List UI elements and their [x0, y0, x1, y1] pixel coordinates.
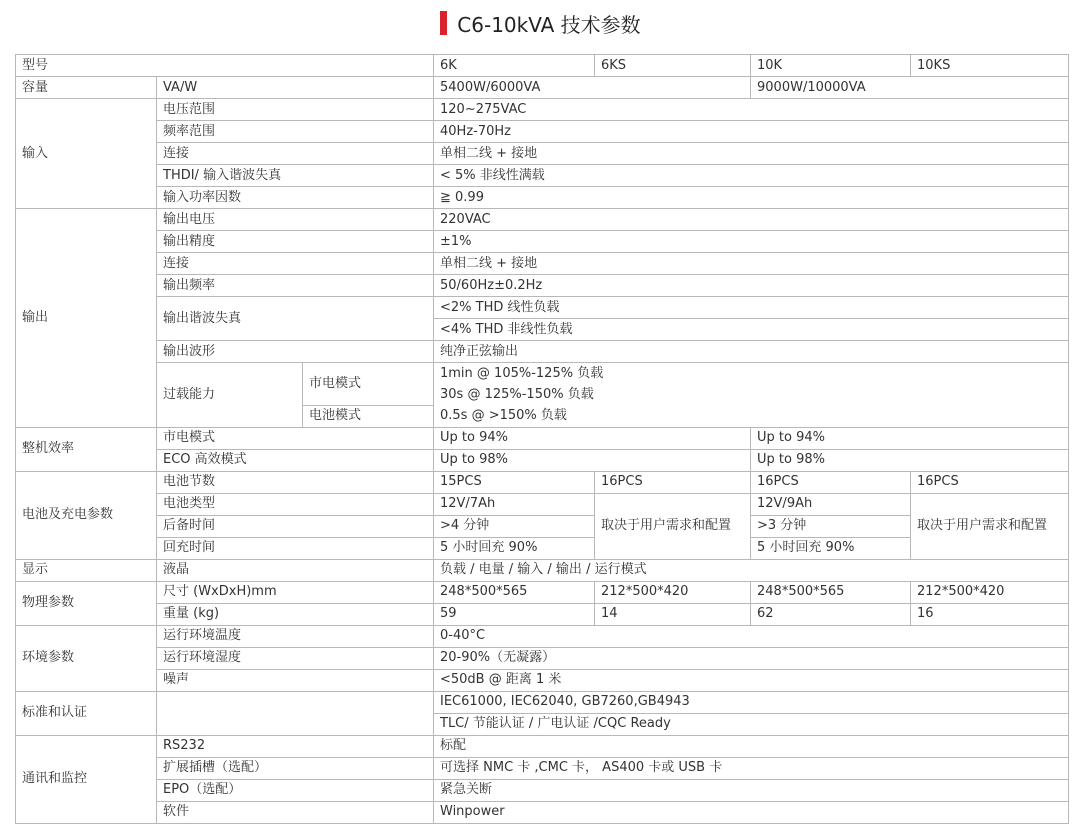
- table-row: [16, 143, 1069, 165]
- param-name: 输入功率因数: [157, 187, 434, 209]
- table-row: [16, 231, 1069, 253]
- param-name: 市电模式: [157, 427, 434, 449]
- empty-cell: [157, 691, 434, 735]
- title-accent-bar: [440, 11, 447, 35]
- param-name: ECO 高效模式: [157, 449, 434, 471]
- param-value: <50dB @ 距离 1 米: [434, 669, 1069, 691]
- display-label: 显示: [16, 559, 157, 581]
- param-value: 120~275VAC: [434, 99, 1069, 121]
- environment-label: 环境参数: [16, 625, 157, 691]
- table-row: [16, 603, 1069, 625]
- param-value: 212*500*420: [911, 581, 1069, 603]
- capacity-label: 容量: [16, 77, 157, 99]
- model-cell: 10K: [751, 55, 911, 77]
- title-area: [0, 8, 1081, 38]
- param-name: 扩展插槽（选配）: [157, 757, 434, 779]
- param-value: 单相二线 + 接地: [434, 253, 1069, 275]
- param-name: 软件: [157, 801, 434, 823]
- param-name: 电池节数: [157, 471, 434, 493]
- param-value: 12V/9Ah: [751, 493, 911, 515]
- param-name: 噪声: [157, 669, 434, 691]
- param-name: 重量 (kg): [157, 603, 434, 625]
- param-value: 5 小时回充 90%: [434, 537, 595, 559]
- param-value: Up to 94%: [751, 427, 1069, 449]
- param-value: 12V/7Ah: [434, 493, 595, 515]
- param-value: 20-90%（无凝露）: [434, 647, 1069, 669]
- param-value: <2% THD 线性负载: [434, 297, 1069, 319]
- param-value: < 5% 非线性满载: [434, 165, 1069, 187]
- param-name: 连接: [157, 143, 434, 165]
- param-name: 电压范围: [157, 99, 434, 121]
- table-row: [16, 757, 1069, 779]
- param-name: 输出频率: [157, 275, 434, 297]
- table-row: [16, 99, 1069, 121]
- param-name: 回充时间: [157, 537, 434, 559]
- param-value: 16PCS: [751, 471, 911, 493]
- param-value: 1min @ 105%-125% 负载: [434, 363, 1069, 385]
- param-value: 50/60Hz±0.2Hz: [434, 275, 1069, 297]
- param-name: 液晶: [157, 559, 434, 581]
- param-value: 紧急关断: [434, 779, 1069, 801]
- param-name: 运行环境湿度: [157, 647, 434, 669]
- param-value: 16PCS: [911, 471, 1069, 493]
- table-row: [16, 297, 1069, 319]
- page-title: C6-10kVA 技术参数: [457, 12, 641, 37]
- comm-label: 通讯和监控: [16, 735, 157, 823]
- param-value: >4 分钟: [434, 515, 595, 537]
- table-row: [16, 77, 1069, 99]
- param-name: 输出精度: [157, 231, 434, 253]
- param-value: 212*500*420: [595, 581, 751, 603]
- param-value: Winpower: [434, 801, 1069, 823]
- param-name: 输出波形: [157, 341, 434, 363]
- table-row: [16, 471, 1069, 493]
- param-name: 电池类型: [157, 493, 434, 515]
- param-value: Up to 94%: [434, 427, 751, 449]
- table-row: [16, 691, 1069, 713]
- model-label: 型号: [16, 55, 434, 77]
- param-value: ≧ 0.99: [434, 187, 1069, 209]
- model-cell: 6KS: [595, 55, 751, 77]
- table-row: [16, 581, 1069, 603]
- battery-label: 电池及充电参数: [16, 471, 157, 559]
- table-row: [16, 669, 1069, 691]
- table-row: [16, 121, 1069, 143]
- param-name: 频率范围: [157, 121, 434, 143]
- param-value: 单相二线 + 接地: [434, 143, 1069, 165]
- param-value: 取决于用户需求和配置: [911, 493, 1069, 559]
- table-row: [16, 209, 1069, 231]
- table-row: [16, 275, 1069, 297]
- param-value: 248*500*565: [751, 581, 911, 603]
- table-row: [16, 427, 1069, 449]
- mode-label: 电池模式: [303, 405, 434, 427]
- param-name: THDI/ 输入谐波失真: [157, 165, 434, 187]
- table-row: [16, 779, 1069, 801]
- param-value: 纯净正弦输出: [434, 341, 1069, 363]
- param-value: TLC/ 节能认证 / 广电认证 /CQC Ready: [434, 713, 1069, 735]
- param-value: ±1%: [434, 231, 1069, 253]
- table-row: [16, 187, 1069, 209]
- table-row: [16, 449, 1069, 471]
- model-cell: 6K: [434, 55, 595, 77]
- param-name: 尺寸 (WxDxH)mm: [157, 581, 434, 603]
- table-row: [16, 55, 1069, 77]
- param-value: 取决于用户需求和配置: [595, 493, 751, 559]
- param-name: EPO（选配）: [157, 779, 434, 801]
- table-row: [16, 341, 1069, 363]
- param-value: 0.5s @ >150% 负载: [434, 405, 1069, 427]
- param-name: 运行环境温度: [157, 625, 434, 647]
- param-value: 62: [751, 603, 911, 625]
- param-value: 248*500*565: [434, 581, 595, 603]
- model-cell: 10KS: [911, 55, 1069, 77]
- capacity-unit: VA/W: [157, 77, 434, 99]
- param-value: 5 小时回充 90%: [751, 537, 911, 559]
- table-row: [16, 363, 1069, 385]
- standards-label: 标准和认证: [16, 691, 157, 735]
- param-value: 负载 / 电量 / 输入 / 输出 / 运行模式: [434, 559, 1069, 581]
- table-row: [16, 647, 1069, 669]
- table-row: [16, 801, 1069, 823]
- param-value: 40Hz-70Hz: [434, 121, 1069, 143]
- capacity-value: 9000W/10000VA: [751, 77, 1069, 99]
- capacity-value: 5400W/6000VA: [434, 77, 751, 99]
- param-value: <4% THD 非线性负载: [434, 319, 1069, 341]
- param-name: 过载能力: [157, 363, 303, 428]
- physical-label: 物理参数: [16, 581, 157, 625]
- param-name: RS232: [157, 735, 434, 757]
- table-row: [16, 735, 1069, 757]
- param-value: Up to 98%: [434, 449, 751, 471]
- param-name: 连接: [157, 253, 434, 275]
- param-value: 标配: [434, 735, 1069, 757]
- table-row: [16, 165, 1069, 187]
- param-value: 0-40°C: [434, 625, 1069, 647]
- param-value: 可选择 NMC 卡 ,CMC 卡， AS400 卡或 USB 卡: [434, 757, 1069, 779]
- param-name: 输出电压: [157, 209, 434, 231]
- table-row: [16, 493, 1069, 515]
- param-value: IEC61000, IEC62040, GB7260,GB4943: [434, 691, 1069, 713]
- param-value: 59: [434, 603, 595, 625]
- param-value: 15PCS: [434, 471, 595, 493]
- table-row: [16, 559, 1069, 581]
- mode-label: 市电模式: [303, 363, 434, 406]
- param-value: 220VAC: [434, 209, 1069, 231]
- param-value: 30s @ 125%-150% 负载: [434, 384, 1069, 405]
- output-label: 输出: [16, 209, 157, 428]
- param-value: Up to 98%: [751, 449, 1069, 471]
- param-name: 后备时间: [157, 515, 434, 537]
- table-row: [16, 253, 1069, 275]
- input-label: 输入: [16, 99, 157, 209]
- param-value: >3 分钟: [751, 515, 911, 537]
- param-value: 16PCS: [595, 471, 751, 493]
- param-value: 14: [595, 603, 751, 625]
- efficiency-label: 整机效率: [16, 427, 157, 471]
- param-value: 16: [911, 603, 1069, 625]
- spec-table: [15, 54, 1069, 824]
- param-name: 输出谐波失真: [157, 297, 434, 341]
- table-row: [16, 625, 1069, 647]
